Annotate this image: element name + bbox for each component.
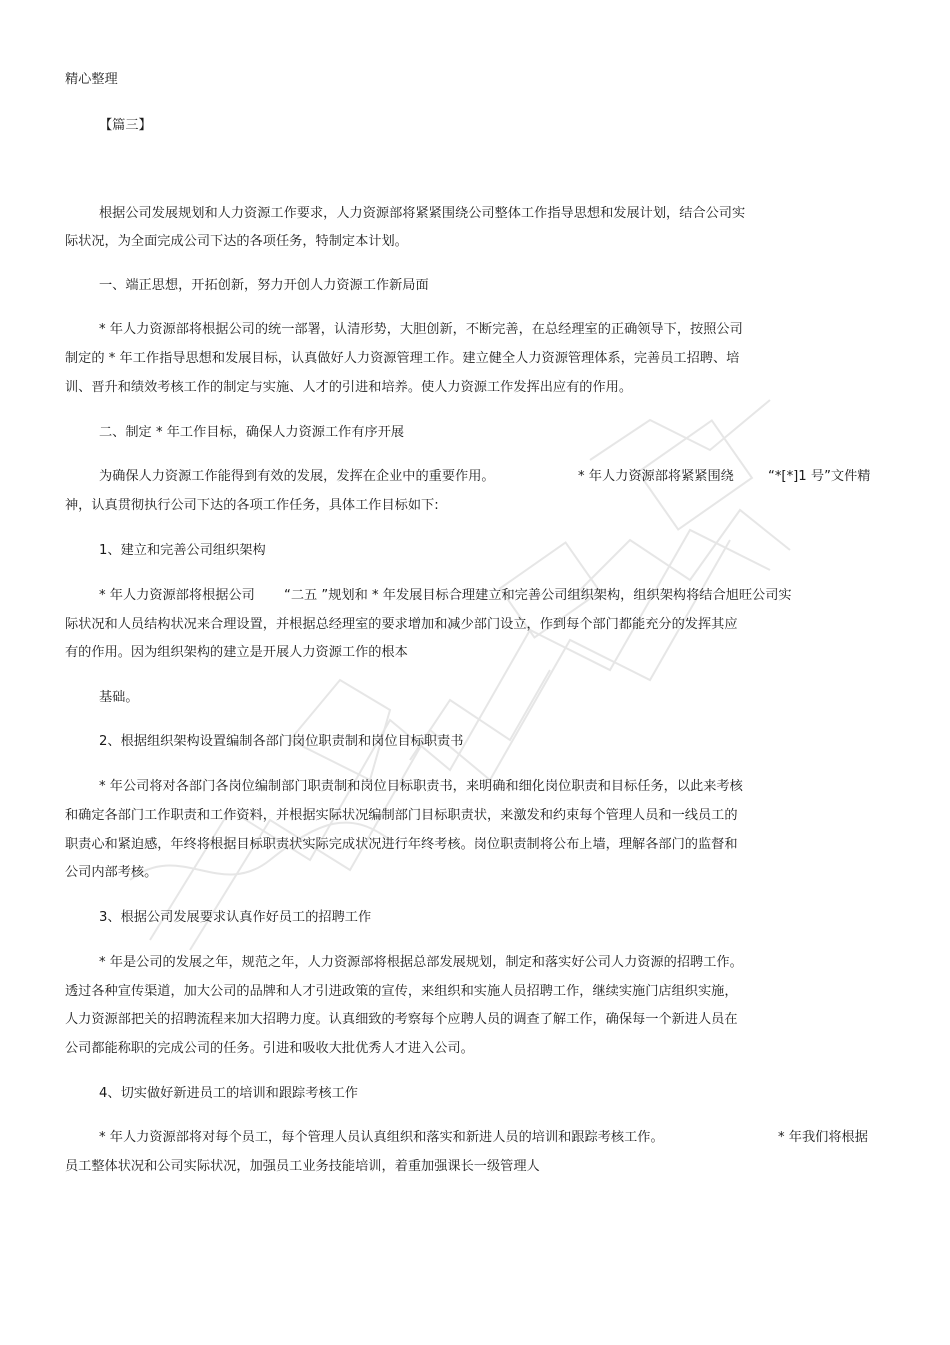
heading-2: 二、制定 * 年工作目标，确保人力资源工作有序开展 bbox=[99, 425, 405, 440]
para-2-line-2: 神，认真贯彻执行公司下达的各项工作任务，具体工作目标如下: bbox=[65, 498, 439, 513]
item-2-line-4: 公司内部考核。 bbox=[65, 865, 158, 880]
para-2-line-1a: 为确保人力资源工作能得到有效的发展，发挥在企业中的重要作用。 bbox=[99, 469, 495, 484]
item-4-line-1a: * 年人力资源部将对每个员工，每个管理人员认真组织和落实和新进人员的培训和跟踪考核工作。 bbox=[99, 1130, 664, 1145]
section-title: 【篇三】 bbox=[99, 118, 152, 133]
item-3-line-3: 人力资源部把关的招聘流程来加大招聘力度。认真细致的考察每个应聘人员的调查了解工作，确保每一个新进人员在 bbox=[65, 1012, 738, 1027]
item-4-title: 4、切实做好新进员工的培训和跟踪考核工作 bbox=[99, 1086, 358, 1101]
item-1-line-2: 际状况和人员结构状况来合理设置，并根据总经理室的要求增加和减少部门设立，作到每个部门都能充分的发挥其应 bbox=[65, 617, 738, 632]
item-3-line-2: 透过各种宣传渠道，加大公司的品牌和人才引进政策的宣传，来组织和实施人员招聘工作，继续实施门店组织实施， bbox=[65, 984, 738, 999]
intro-line-2: 际状况，为全面完成公司下达的各项任务，特制定本计划。 bbox=[65, 234, 408, 249]
item-1-line-1b: “二五 ”规划和 * 年发展目标合理建立和完善公司组织架构，组织架构将结合旭旺公司实 bbox=[284, 588, 792, 603]
item-1-title: 1、建立和完善公司组织架构 bbox=[99, 543, 266, 558]
item-2-title: 2、根据组织架构设置编制各部门岗位职责制和岗位目标职责书 bbox=[99, 734, 464, 749]
item-1-line-4: 基础。 bbox=[99, 690, 139, 705]
para-2-line-1c: “*[*]1 号”文件精 bbox=[768, 469, 871, 484]
item-3-line-1: * 年是公司的发展之年，规范之年，人力资源部将根据总部发展规划，制定和落实好公司人力资源的招聘工作。 bbox=[99, 955, 743, 970]
item-4-line-1b: * 年我们将根据 bbox=[778, 1130, 868, 1145]
item-1-line-3: 有的作用。因为组织架构的建立是开展人力资源工作的根本 bbox=[65, 645, 408, 660]
para-1-line-2: 制定的 * 年工作指导思想和发展目标，认真做好人力资源管理工作。建立健全人力资源管理体系，完善员工招聘、培 bbox=[65, 351, 740, 366]
para-1-line-3: 训、晋升和绩效考核工作的制定与实施、人才的引进和培养。使人力资源工作发挥出应有的作用。 bbox=[65, 380, 633, 395]
para-1-line-1: * 年人力资源部将根据公司的统一部署，认清形势，大胆创新，不断完善，在总经理室的正确领导下，按照公司 bbox=[99, 322, 743, 337]
intro-line-1: 根据公司发展规划和人力资源工作要求，人力资源部将紧紧围绕公司整体工作指导思想和发展计划，结合公司实 bbox=[99, 206, 746, 221]
heading-1: 一、端正思想，开拓创新，努力开创人力资源工作新局面 bbox=[99, 278, 429, 293]
item-4-line-2: 员工整体状况和公司实际状况，加强员工业务技能培训，着重加强课长一级管理人 bbox=[65, 1159, 540, 1174]
item-2-line-2: 和确定各部门工作职责和工作资料，并根据实际状况编制部门目标职责状，来激发和约束每个管理人员和一线员工的 bbox=[65, 808, 738, 823]
item-1-line-1a: * 年人力资源部将根据公司 bbox=[99, 588, 255, 603]
para-2-line-1b: * 年人力资源部将紧紧围绕 bbox=[578, 469, 734, 484]
item-2-line-1: * 年公司将对各部门各岗位编制部门职责制和岗位目标职责书，来明确和细化岗位职责和目标任务，以此来考核 bbox=[99, 779, 743, 794]
item-2-line-3: 职责心和紧迫感，年终将根据目标职责状实际完成状况进行年终考核。岗位职责制将公布上墙，理解各部门的监督和 bbox=[65, 837, 738, 852]
header-label: 精心整理 bbox=[65, 72, 118, 87]
item-3-title: 3、根据公司发展要求认真作好员工的招聘工作 bbox=[99, 910, 372, 925]
item-3-line-4: 公司都能称职的完成公司的任务。引进和吸收大批优秀人才进入公司。 bbox=[65, 1041, 474, 1056]
